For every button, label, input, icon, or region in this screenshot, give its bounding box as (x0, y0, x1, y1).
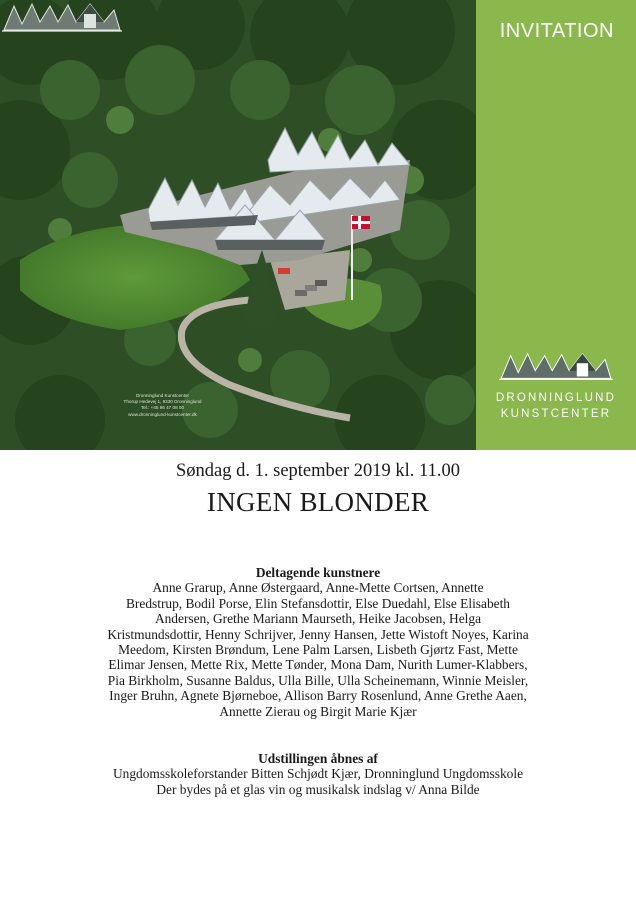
opening-line: Ungdomsskoleforstander Bitten Schjødt Kjær, Dronninglund Ungdomsskole (112, 766, 524, 782)
brand-name-line2: KUNSTCENTER (500, 408, 612, 420)
artists-line: Meedom, Kirsten Brøndum, Lene Palm Larsen, Lisbeth Gjørtz Fast, Mette (118, 642, 518, 658)
address-line: Thorup Hedevej 1, 9330 Dronninglund (123, 399, 202, 405)
artists-line: Anne Grarup, Anne Østergaard, Anne-Mette Cortsen, Annette (152, 580, 484, 596)
artists-heading: Deltagende kunstnere (255, 565, 381, 580)
artists-line: Andersen, Grethe Mariann Maurseth, Heike Jacobsen, Helga (154, 611, 482, 627)
invitation-label: INVITATION (499, 20, 614, 42)
artists-line: Bredstrup, Bodil Porse, Elin Stefansdottir, Else Duedahl, Else Elisabeth (125, 595, 510, 611)
artists-section (100, 565, 536, 719)
aerial-photo (0, 0, 476, 450)
artists-line: Elimar Jensen, Mette Rix, Mette Tønder, Mona Dam, Nurith Lumer-Klabbers, (108, 657, 528, 673)
kunstcenter-logo-icon (496, 350, 616, 384)
address-line: Dronninglund Kunstcenter (135, 393, 190, 398)
opening-section (60, 751, 576, 797)
artists-line: Annette Zierau og Birgit Marie Kjær (219, 703, 417, 719)
artists-line: Pia Birkholm, Susanne Baldus, Ulla Bille, Ulla Scheinemann, Winnie Meisler, (107, 672, 529, 688)
address-line: Tel.: +45 96 47 08 00 (140, 405, 185, 411)
artists-line: Kristmundsdottir, Henny Schrijver, Jenny Hansen, Jette Wistoft Noyes, Karina (107, 626, 529, 642)
artists-line: Inger Bruhn, Agnete Bjørneboe, Allison Barry Rosenlund, Anne Grethe Aaen, (109, 688, 527, 704)
address-line: www.dronninglund-kunstcenter.dk (128, 411, 197, 417)
invitation-panel (476, 0, 636, 450)
opening-line: Der bydes på et glas vin og musikalsk indslag v/ Anna Bilde (156, 781, 480, 797)
address-block (100, 393, 225, 418)
opening-heading: Udstillingen åbnes af (258, 751, 378, 766)
kunstcenter-logo-icon (0, 0, 124, 36)
brand-name-line1: DRONNINGLUND (495, 392, 617, 404)
exhibition-title: INGEN BLONDER (206, 487, 430, 517)
event-date: Søndag d. 1. september 2019 kl. 11.00 (176, 461, 460, 481)
museum-aerial-illustration (0, 0, 476, 450)
